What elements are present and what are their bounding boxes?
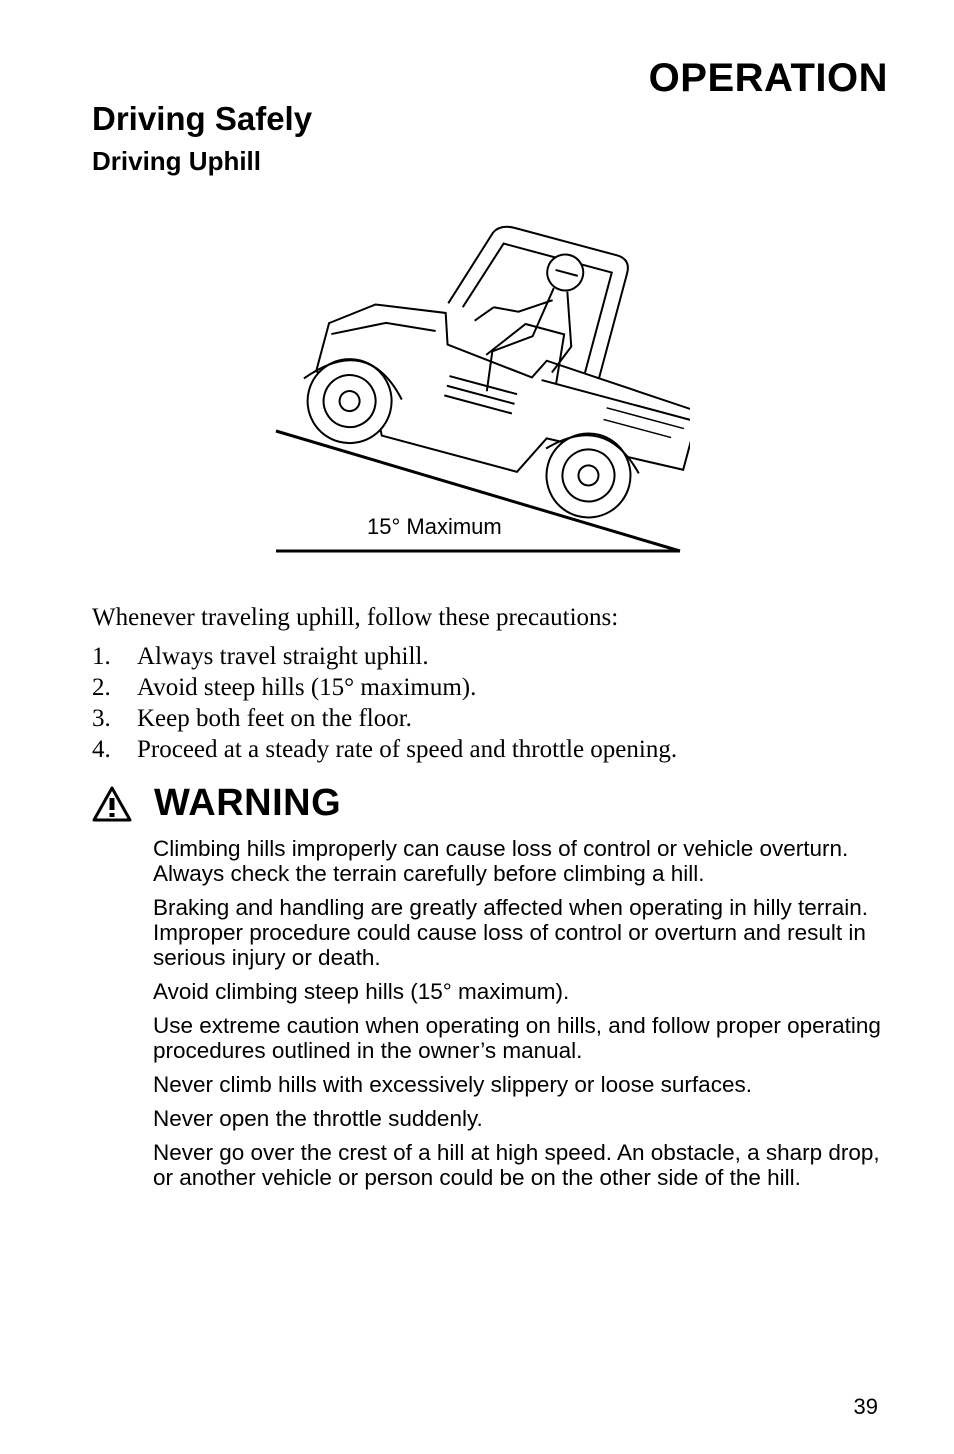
- warning-paragraph: Never open the throttle suddenly.: [153, 1106, 483, 1131]
- warning-paragraph: Avoid climbing steep hills (15° maximum).: [153, 979, 570, 1004]
- page-number: 39: [853, 1394, 878, 1419]
- list-item: [92, 703, 677, 734]
- list-text: Always travel straight uphill.: [137, 643, 429, 670]
- list-text: Avoid steep hills (15° maximum).: [137, 674, 477, 701]
- warning-paragraph: Climbing hills improperly can cause loss of control or vehicle overturn. Always check the terrain carefully before climbing a hill.: [153, 836, 849, 886]
- warning-paragraph: Braking and handling are greatly affected when operating in hilly terrain. Improper procedure could cause loss of control or overturn and result in serious injury or death.: [153, 895, 869, 970]
- page-heading: Driving Safely: [92, 100, 313, 137]
- list-number: 3.: [92, 705, 111, 732]
- warning-triangle-icon: [92, 786, 132, 822]
- warning-paragraph: Use extreme caution when operating on hills, and follow proper operating procedures outlined in the owner’s manual.: [153, 1013, 881, 1063]
- section-title: OPERATION: [648, 56, 888, 100]
- precautions-list: [92, 641, 677, 765]
- list-number: 1.: [92, 643, 111, 670]
- warning-header: [92, 782, 341, 825]
- warning-paragraph: Never go over the crest of a hill at high speed. An obstacle, a sharp drop, or another vehicle or person could be on the other side of the hill.: [153, 1140, 880, 1190]
- intro-text: Whenever traveling uphill, follow these precautions:: [92, 604, 619, 631]
- warning-paragraph: Never climb hills with excessively slippery or loose surfaces.: [153, 1072, 752, 1097]
- list-item: [92, 672, 677, 703]
- warning-title: WARNING: [154, 782, 342, 824]
- list-item: [92, 734, 677, 765]
- utility-vehicle-drawing: [288, 218, 690, 539]
- list-number: 2.: [92, 674, 111, 701]
- uphill-vehicle-illustration: [270, 218, 690, 563]
- page-subheading: Driving Uphill: [92, 146, 261, 176]
- slope-caption: 15° Maximum: [367, 514, 502, 539]
- list-text: Proceed at a steady rate of speed and throttle opening.: [137, 736, 678, 763]
- list-text: Keep both feet on the floor.: [137, 705, 412, 732]
- list-item: [92, 641, 677, 672]
- warning-body: [153, 836, 903, 1199]
- list-number: 4.: [92, 736, 111, 763]
